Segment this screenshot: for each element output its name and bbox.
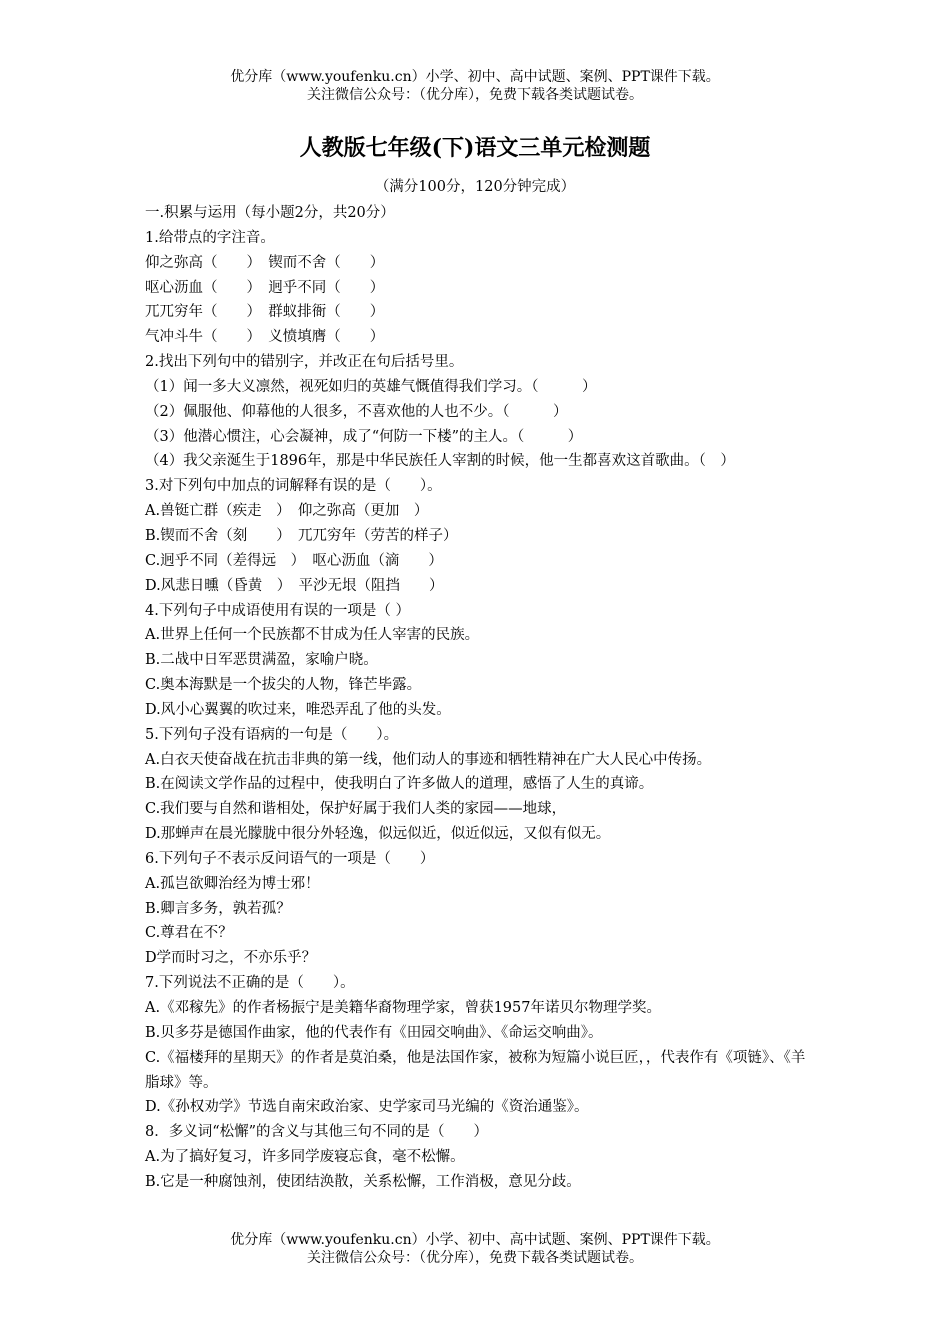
page-header <box>0 68 950 104</box>
header-line-1: 优分库（www.youfenku.cn）小学、初中、高中试题、案例、PPT课件下载。 <box>230 69 720 85</box>
question-7-prompt: 7.下列说法不正确的是（ ）。 <box>145 975 355 992</box>
question-4-option: B.二战中日军恶贯满盈，家喻户晓。 <box>145 652 378 669</box>
page-subtitle: （满分100分，120分钟完成） <box>374 179 576 195</box>
question-3-prompt: 3.对下列句中加点的词解释有误的是（ ）。 <box>145 478 442 495</box>
footer-line-1: 优分库（www.youfenku.cn）小学、初中、高中试题、案例、PPT课件下载。 <box>230 1232 720 1248</box>
question-5-option: A.白衣天使奋战在抗击非典的第一线，他们动人的事迹和牺牲精神在广大人民心中传扬。 <box>145 751 712 768</box>
question-5-option: B.在阅读文学作品的过程中，使我明白了许多做人的道理，感悟了人生的真谛。 <box>145 776 654 793</box>
question-5-option: C.我们要与自然和谐相处，保护好属于我们人类的家园——地球， <box>145 801 567 818</box>
footer-line-2: 关注微信公众号：（优分库），免费下载各类试题试卷。 <box>307 1250 643 1266</box>
page-title: 人教版七年级(下)语文三单元检测题 <box>299 135 651 161</box>
question-1-prompt: 1.给带点的字注音。 <box>145 229 275 246</box>
question-5-option: D.那蝉声在晨光朦胧中很分外轻逸，似远似近，似近似远，又似有似无。 <box>145 826 611 843</box>
question-6-option: D学而时习之，不亦乐乎？ <box>145 950 317 967</box>
question-7-option: C.《福楼拜的星期天》的作者是莫泊桑，他是法国作家，被称为短篇小说巨匠，，代表作有《项链》、《羊脂球》等。 <box>145 1049 806 1091</box>
question-1-row: 仰之弥高（ ） 锲而不舍（ ） <box>145 254 385 271</box>
header-line-2: 关注微信公众号：（优分库），免费下载各类试题试卷。 <box>307 87 643 103</box>
section-heading: 一.积累与运用（每小题2分，共20分） <box>145 205 395 221</box>
question-2-item: （4）我父亲涎生于1896年，那是中华民族任人宰割的时候，他一生都喜欢这首歌曲。（ ） <box>145 453 735 470</box>
page-footer <box>0 1231 950 1267</box>
question-8-option: A.为了搞好复习，许多同学废寝忘食，毫不松懈。 <box>145 1149 465 1166</box>
question-2-prompt: 2.找出下列句中的错别字，并改正在句后括号里。 <box>145 354 464 371</box>
question-1-row: 兀兀穷年（ ） 群蚁排衙（ ） <box>145 304 385 321</box>
question-3-option: D.风悲日曛（昏黄 ） 平沙无垠（阻挡 ） <box>145 577 444 594</box>
question-8-option: B.它是一种腐蚀剂，使团结涣散，关系松懈，工作消极，意见分歧。 <box>145 1173 581 1190</box>
question-6-prompt: 6.下列句子不表示反问语气的一项是（ ） <box>145 850 435 867</box>
question-2-item: （2）佩服他、仰幕他的人很多，不喜欢他的人也不少。（ ） <box>145 403 568 420</box>
question-7-option: A.《邓稼先》的作者杨振宁是美籍华裔物理学家，曾获1957年诺贝尔物理学奖。 <box>145 1000 661 1016</box>
question-1-row: 呕心沥血（ ） 迥乎不同（ ） <box>145 279 385 296</box>
question-3-option: B.锲而不舍（刻 ） 兀兀穷年（劳苦的样子） <box>145 527 458 544</box>
question-2-item: （1）闻一多大义凛然，视死如归的英雄气慨值得我们学习。（ ） <box>145 378 597 395</box>
question-7-option: B.贝多芬是德国作曲家，他的代表作有《田园交响曲》、《命运交响曲》。 <box>145 1024 603 1041</box>
question-6-option: B.卿言多务，孰若孤？ <box>145 900 291 917</box>
question-1-row: 气冲斗牛（ ） 义愤填膺（ ） <box>145 329 385 346</box>
question-4-option: C.奥本海默是一个拔尖的人物，锋芒毕露。 <box>145 677 422 694</box>
question-6-option: C.尊君在不？ <box>145 925 233 942</box>
question-8-prompt: 8．多义词“松懈”的含义与其他三句不同的是（ ） <box>145 1124 489 1141</box>
question-3-option: C.迥乎不同（差得远 ） 呕心沥血（滴 ） <box>145 552 443 569</box>
exam-body <box>145 201 807 1195</box>
question-2-item: （3）他潜心惯注，心会凝神，成了“何防一下楼”的主人。（ ） <box>145 428 583 445</box>
question-7-option: D.《孙权劝学》节选自南宋政治家、史学家司马光编的《资治通鉴》。 <box>145 1099 589 1116</box>
question-6-option: A.孤岂欲卿治经为博士邪！ <box>145 875 320 892</box>
question-4-prompt: 4.下列句子中成语使用有误的一项是（ ） <box>145 602 410 619</box>
question-4-option: A.世界上任何一个民族都不甘成为任人宰害的民族。 <box>145 627 480 644</box>
question-4-option: D.风小心翼翼的吹过来，唯恐弄乱了他的头发。 <box>145 701 451 718</box>
question-5-prompt: 5.下列句子没有语病的一句是（ ）。 <box>145 726 399 743</box>
question-3-option: A.兽铤亡群（疾走 ） 仰之弥高（更加 ） <box>145 503 429 520</box>
